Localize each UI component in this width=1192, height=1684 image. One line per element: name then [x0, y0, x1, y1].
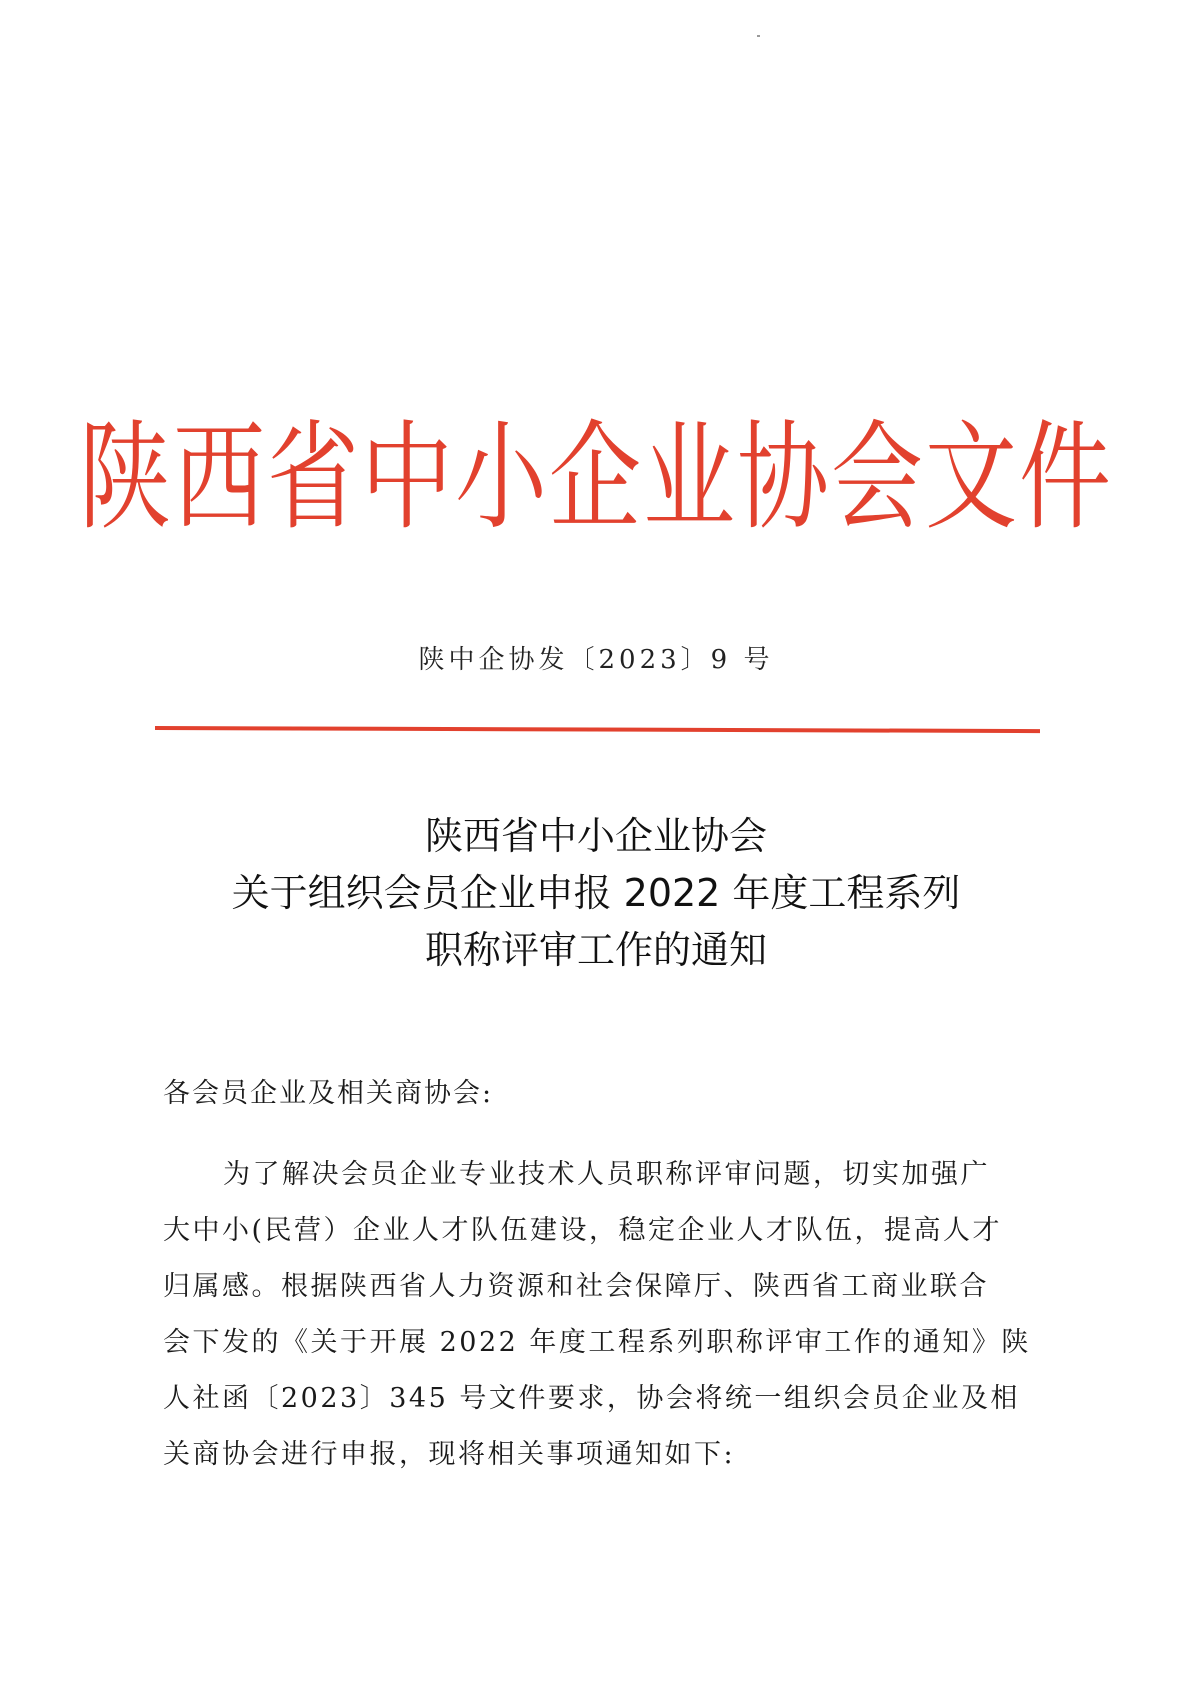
notice-title-line: 职称评审工作的通知: [424, 928, 767, 972]
salutation: 各会员企业及相关商协会:: [163, 1078, 494, 1109]
red-divider-line: [155, 726, 1040, 733]
notice-title-line: 陕西省中小企业协会: [424, 814, 767, 858]
masthead-title: 陕西省中小企业协会文件: [78, 409, 1113, 547]
body-line: 人社函〔2023〕345 号文件要求，协会将统一组织会员企业及相: [163, 1383, 1020, 1414]
notice-title: [0, 808, 1192, 979]
body-line: 关商协会进行申报，现将相关事项通知如下:: [163, 1439, 736, 1470]
body-line: 会下发的《关于开展 2022 年度工程系列职称评审工作的通知》陕: [163, 1327, 1031, 1358]
notice-title-line: 关于组织会员企业申报 2022 年度工程系列: [231, 871, 961, 915]
body-line: 归属感。根据陕西省人力资源和社会保障厅、陕西省工商业联合: [163, 1271, 989, 1302]
scan-speck: [757, 35, 760, 37]
body-line: 为了解决会员企业专业技术人员职称评审问题，切实加强广: [223, 1159, 990, 1190]
document-number: 陕中企协发〔2023〕9 号: [418, 645, 774, 675]
body-line: 大中小(民营）企业人才队伍建设，稳定企业人才队伍，提高人才: [163, 1215, 1003, 1246]
body-paragraph: [163, 1147, 1043, 1483]
